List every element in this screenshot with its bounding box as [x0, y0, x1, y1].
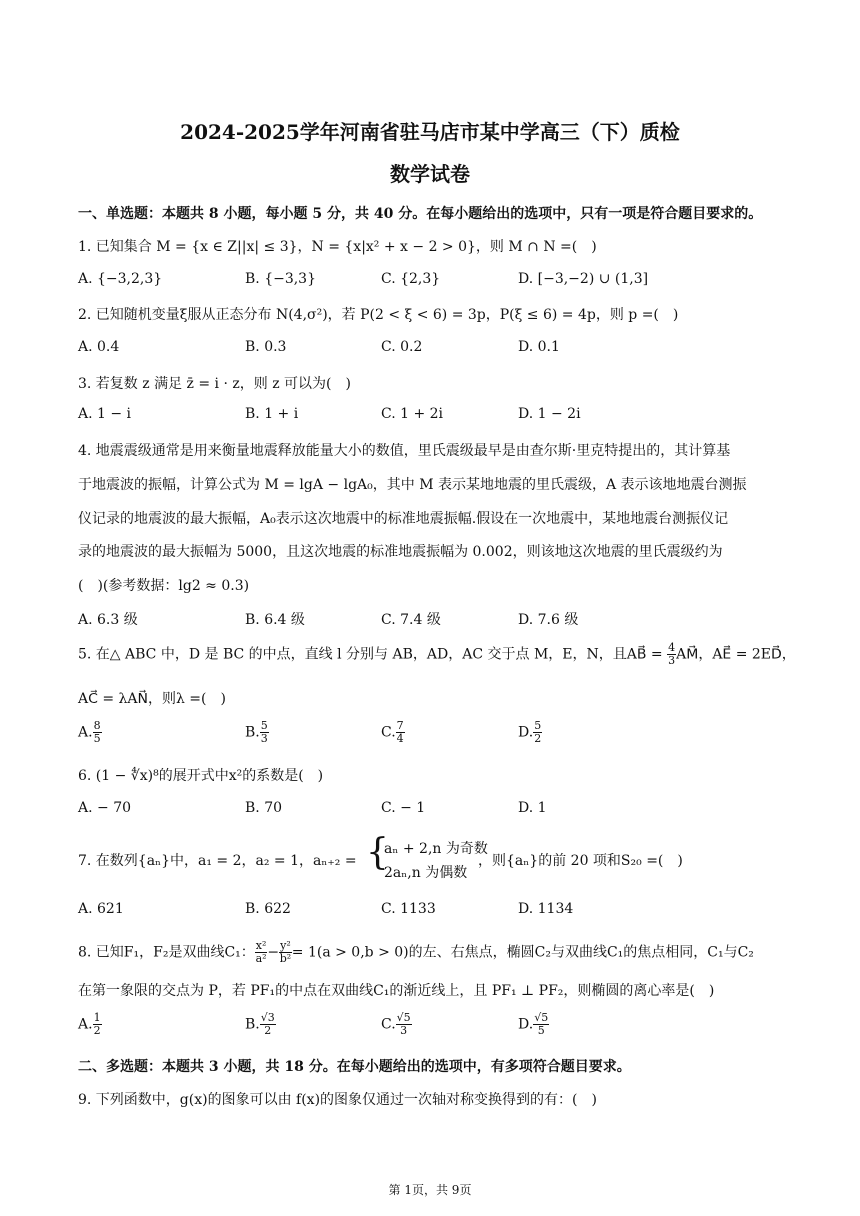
q7-option-d: D. 1134: [518, 901, 574, 917]
q7-option-b: B. 622: [245, 901, 291, 917]
q8-line-1: 8. 已知F₁，F₂是双曲线C₁： $\frac{\text{x²}}{\text{a²}}$ − $\frac{\text{y²}}{\text{b²}}$ = 1(a > 0,b > 0)的左、右焦点，椭圆C₂与双曲线C₁的焦点相同，C₁与C₂: [78, 939, 754, 965]
q4-line-3: 仪记录的地震波的最大振幅，A₀表示这次地震中的标准地震振幅.假设在一次地震中，某地地震台测振仪记: [78, 511, 729, 527]
q8-option-b: B. $\frac{√3}{2}$: [245, 1011, 275, 1037]
q4-option-c: C. 7.4 级: [381, 612, 441, 628]
exam-subtitle: 数学试卷: [390, 162, 470, 186]
q5-line-1-start: 5. 在△ ABC 中，D 是 BC 的中点，直线 l 分别与 AB，AD，AC 交于点 M，E，N，且AB⃗ =: [78, 646, 668, 663]
q3-option-b: B. 1 + i: [245, 406, 299, 422]
q1-option-b: B. {−3,3}: [245, 271, 316, 287]
q8-fraction-y: $\frac{\text{y²}}{\text{b²}}$: [279, 939, 292, 965]
q5-option-d: D. $\frac{5}{2}$: [518, 719, 542, 745]
q4-line-5: ( )(参考数据：lg2 ≈ 0.3): [78, 578, 250, 594]
q2-option-c: C. 0.2: [381, 339, 423, 355]
q8-option-d: D. $\frac{√5}{5}$: [518, 1011, 549, 1037]
q7-case-odd: aₙ + 2,n 为奇数: [384, 841, 488, 857]
q4-line-1: 4. 地震震级通常是用来衡量地震释放能量大小的数值，里氏震级最早是由查尔斯·里克特提出的，其计算基: [78, 443, 731, 459]
q6-option-a: A. − 70: [78, 800, 132, 816]
q9-stem: 9. 下列函数中，g(x)的图象可以由 f(x)的图象仅通过一次轴对称变换得到的有：( ): [78, 1092, 597, 1108]
q7-case-even: 2aₙ,n 为偶数: [384, 865, 468, 881]
q5-fraction: $\frac{4}{3}$: [668, 641, 676, 667]
q6-stem: 6. (1 − ∜x)⁸的展开式中x²的系数是( ): [78, 768, 324, 784]
q4-option-d: D. 7.6 级: [518, 612, 579, 628]
q2-option-d: D. 0.1: [518, 339, 560, 355]
q2-option-b: B. 0.3: [245, 339, 287, 355]
q5-option-a: A. $\frac{8}{5}$: [78, 719, 101, 745]
q6-option-b: B. 70: [245, 800, 283, 816]
q6-option-c: C. − 1: [381, 800, 426, 816]
q8-option-a: A. $\frac{1}{2}$: [78, 1011, 101, 1037]
q2-stem: 2. 已知随机变量ξ服从正态分布 N(4,σ²)，若 P(2 < ξ < 6) = 3p，P(ξ ≤ 6) = 4p，则 p =( ): [78, 307, 679, 323]
q1-option-d: D. [−3,−2) ∪ (1,3]: [518, 271, 649, 287]
q5-option-c: C. $\frac{7}{4}$: [381, 719, 404, 745]
q5-line-1-end: AM⃗，AE⃗ = 2ED⃗，: [676, 646, 796, 663]
q4-option-a: A. 6.3 级: [78, 612, 138, 628]
q5-line-1: [78, 642, 796, 667]
q3-stem: 3. 若复数 z 满足 z̄ = i · z，则 z 可以为( ): [78, 376, 351, 392]
page-footer: 第 1页，共 9页: [388, 1183, 472, 1197]
q5-line-2: AC⃗ = λAN⃗，则λ =( ): [78, 691, 226, 707]
q3-option-c: C. 1 + 2i: [381, 406, 444, 422]
q3-option-d: D. 1 − 2i: [518, 406, 581, 422]
exam-title: 2024-2025学年河南省驻马店市某中学高三（下）质检: [180, 120, 680, 144]
q1-option-a: A. {−3,2,3}: [78, 271, 163, 287]
q4-line-2: 于地震波的振幅，计算公式为 M = lgA − lgA₀，其中 M 表示某地地震的里氏震级，A 表示该地地震台测振: [78, 477, 747, 493]
section-1-heading: 一、单选题：本题共 8 小题，每小题 5 分，共 40 分。在每小题给出的选项中，只有一项是符合题目要求的。: [78, 206, 763, 222]
q7-option-c: C. 1133: [381, 901, 436, 917]
q3-option-a: A. 1 − i: [78, 406, 132, 422]
q8-fraction-x: $\frac{\text{x²}}{\text{a²}}$: [255, 939, 267, 965]
q7-option-a: A. 621: [78, 901, 124, 917]
q1-stem: 1. 已知集合 M = {x ∈ Z||x| ≤ 3}，N = {x|x² + x − 2 > 0}，则 M ∩ N =( ): [78, 239, 597, 255]
q4-option-b: B. 6.4 级: [245, 612, 305, 628]
q2-option-a: A. 0.4: [78, 339, 120, 355]
q7-brace: {: [366, 832, 389, 873]
q7-stem-start: 7. 在数列{aₙ}中，a₁ = 2，a₂ = 1，aₙ₊₂ =: [78, 853, 357, 869]
section-2-heading: 二、多选题：本题共 3 小题，共 18 分。在每小题给出的选项中，有多项符合题目要求。: [78, 1059, 631, 1075]
q6-option-d: D. 1: [518, 800, 547, 816]
q8-line-2: 在第一象限的交点为 P，若 PF₁的中点在双曲线C₁的渐近线上，且 PF₁ ⊥ PF₂，则椭圆的离心率是( ): [78, 983, 715, 999]
q5-option-b: B. $\frac{5}{3}$: [245, 719, 268, 745]
q4-line-4: 录的地震波的最大振幅为 5000，且这次地震的标准地震振幅为 0.002，则该地这次地震的里氏震级约为: [78, 544, 723, 560]
q7-stem-end: ，则{aₙ}的前 20 项和S₂₀ =( ): [478, 853, 683, 869]
q1-option-c: C. {2,3}: [381, 271, 441, 287]
q8-option-c: C. $\frac{√5}{3}$: [381, 1011, 411, 1037]
